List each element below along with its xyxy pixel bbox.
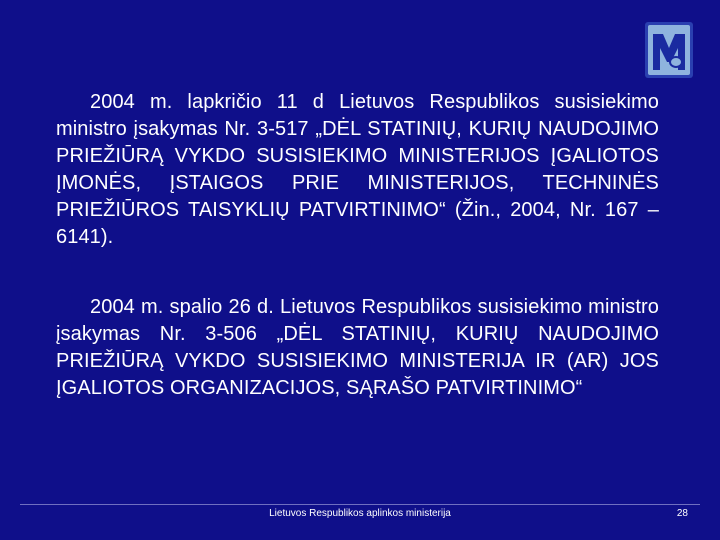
paragraph-order-3-506: 2004 m. spalio 26 d. Lietuvos Respublikos susisiekimo ministro įsakymas Nr. 3-506 „DĖL STATINIŲ, KURIŲ NAUDOJIMO PRIEŽIŪRĄ VYKDO SUSISIEKIMO MINISTERIJA IR (AR) JOS ĮGALIOTOS ORGANIZACIJOS, SĄRAŠO PATVIRTINIMO“: [56, 296, 659, 399]
ministry-logo-icon: [645, 22, 693, 78]
footer-ministry-name: Lietuvos Respublikos aplinkos ministerija: [269, 508, 451, 519]
page-number: 28: [676, 508, 688, 519]
paragraph-order-3-517: 2004 m. lapkričio 11 d Lietuvos Respublikos susisiekimo ministro įsakymas Nr. 3-517 „DĖL STATINIŲ, KURIŲ NAUDOJIMO PRIEŽIŪRĄ VYKDO SUSISIEKIMO MINISTERIJOS ĮGALIOTOS ĮMONĖS, ĮSTAIGOS PRIE MINISTERIJOS, TECHNINĖS PRIEŽIŪROS TAISYKLIŲ PATVIRTINIMO“ (Žin., 2004, Nr. 167 – 6141).: [56, 91, 659, 248]
footer-divider: [20, 504, 700, 505]
